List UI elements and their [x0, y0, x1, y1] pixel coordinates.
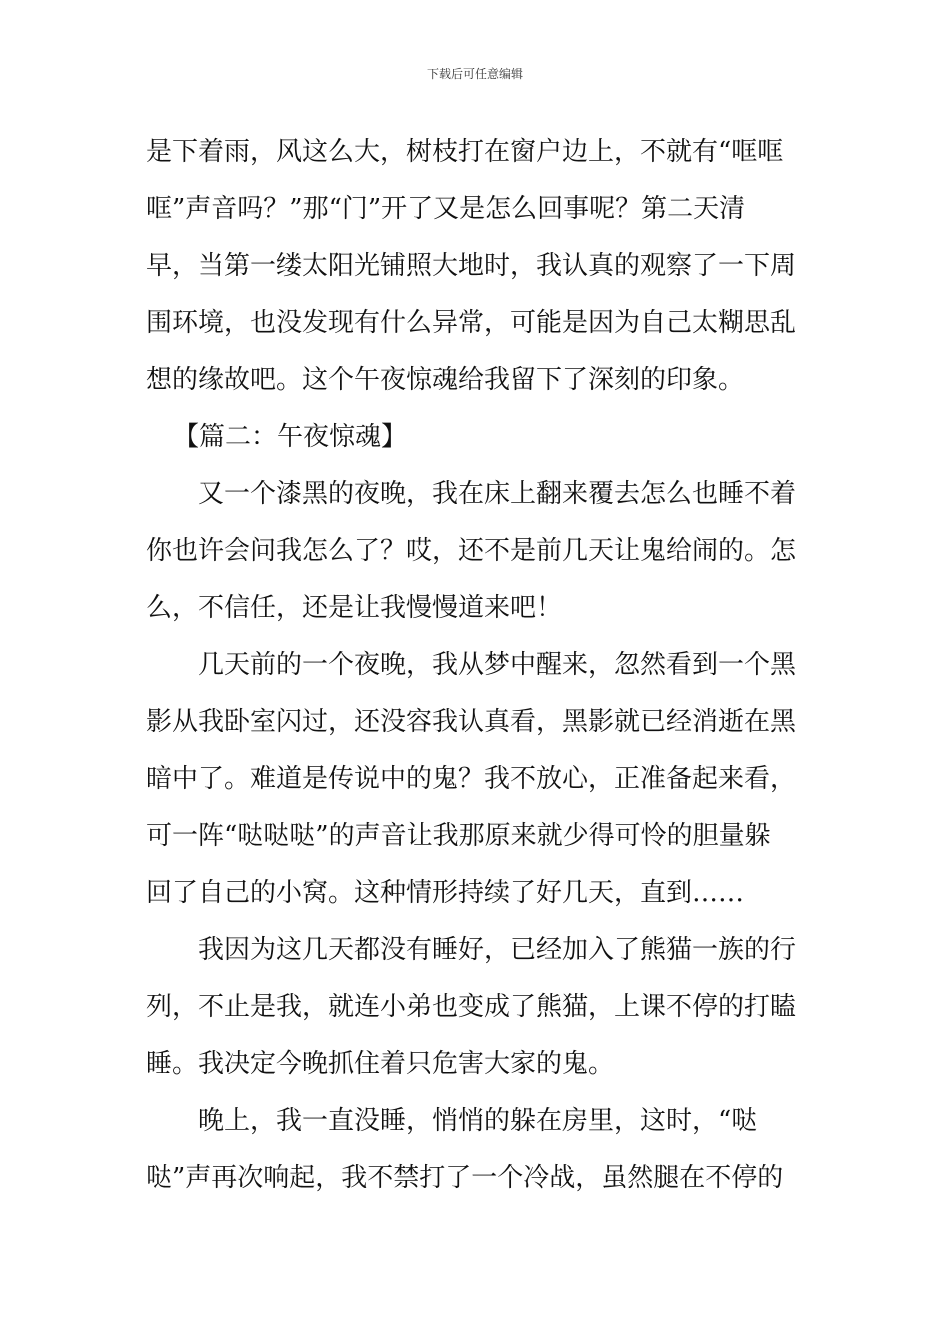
text-line: 几天前的一个夜晚，我从梦中醒来，忽然看到一个黑	[198, 650, 797, 680]
text-line: 么，不信任，还是让我慢慢道来吧！	[146, 593, 563, 623]
text-line: 影从我卧室闪过，还没容我认真看，黑影就已经消逝在黑	[146, 707, 797, 737]
text-line: 你也许会问我怎么了？哎，还不是前几天让鬼给闹的。怎	[146, 536, 797, 566]
text-line: 可一阵“哒哒哒”的声音让我那原来就少得可怜的胆量躲	[146, 821, 771, 851]
text-line: 早，当第一缕太阳光铺照大地时，我认真的观察了一下周	[146, 251, 797, 281]
text-line: 哐”声音吗？”那“门”开了又是怎么回事呢？第二天清	[146, 194, 746, 224]
text-line: 我因为这几天都没有睡好，已经加入了熊猫一族的行	[198, 935, 797, 965]
text-line: 回了自己的小窝。这种情形持续了好几天，直到……	[146, 878, 745, 908]
text-line: 睡。我决定今晚抓住着只危害大家的鬼。	[146, 1049, 615, 1079]
text-line: 围环境，也没发现有什么异常，可能是因为自己太糊思乱	[146, 308, 797, 338]
text-line: 又一个漆黑的夜晚，我在床上翻来覆去怎么也睡不着	[198, 479, 797, 509]
page-header: 下载后可任意编辑	[426, 67, 523, 81]
text-line: 是下着雨，风这么大，树枝打在窗户边上，不就有“哐哐	[146, 137, 784, 167]
text-line: 想的缘故吧。这个午夜惊魂给我留下了深刻的印象。	[146, 365, 745, 395]
text-line: 列，不止是我，就连小弟也变成了熊猫，上课不停的打瞌	[146, 992, 797, 1022]
text-line: 暗中了。难道是传说中的鬼？我不放心，正准备起来看，	[146, 764, 797, 794]
section-heading: 【篇二：午夜惊魂】	[173, 422, 408, 452]
text-line: 晚上，我一直没睡，悄悄的躲在房里，这时，“哒	[198, 1106, 758, 1136]
text-line: 哒”声再次响起，我不禁打了一个冷战，虽然腿在不停的	[146, 1163, 784, 1193]
